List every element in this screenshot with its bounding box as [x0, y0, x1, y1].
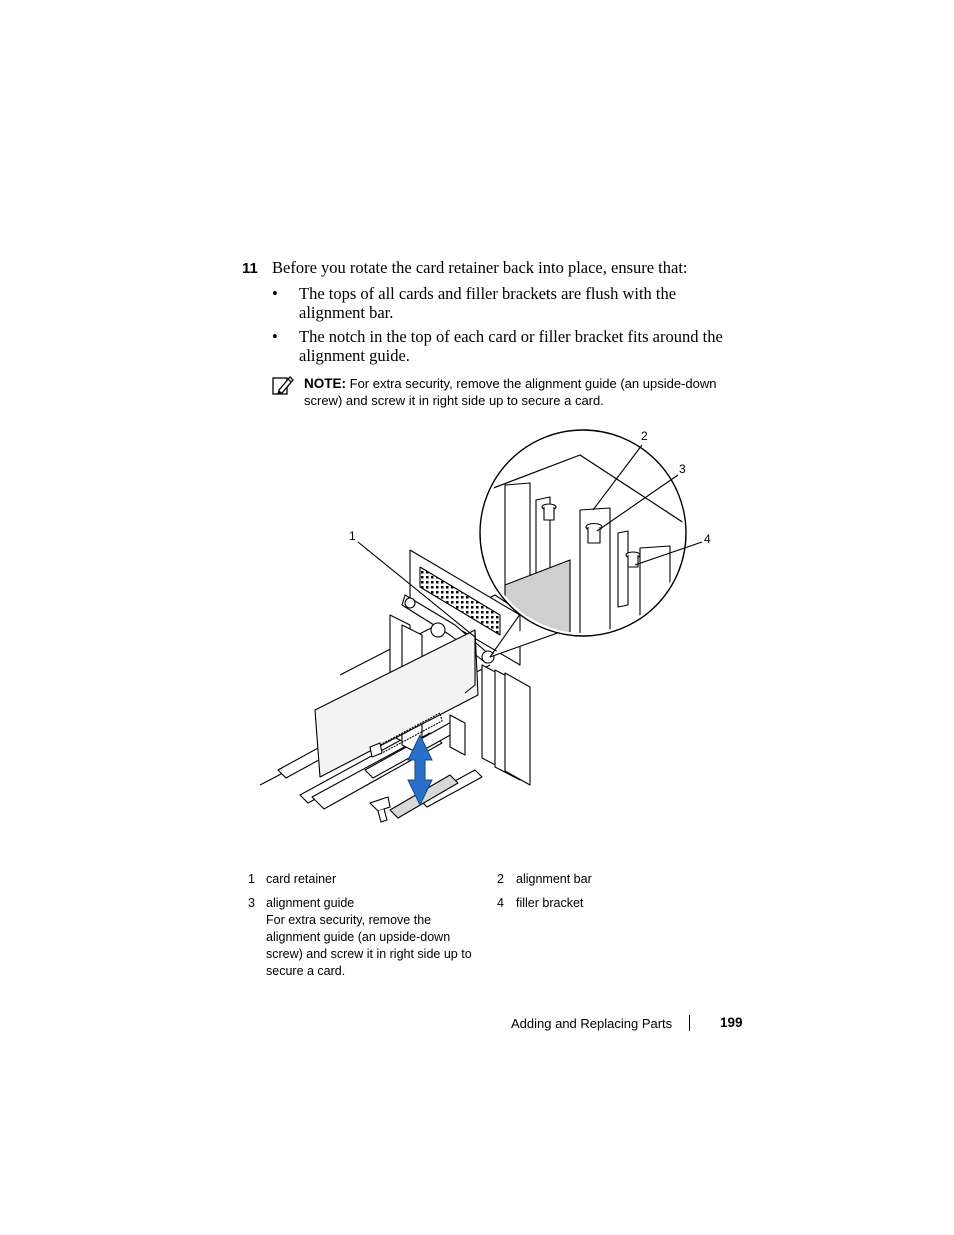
note-label: NOTE:	[304, 376, 346, 391]
note-block	[304, 375, 724, 409]
legend-number: 4	[497, 896, 504, 910]
step-text: Before you rotate the card retainer back into place, ensure that:	[272, 258, 688, 277]
pencil-note-icon	[272, 374, 294, 396]
footer-section-title: Adding and Replacing Parts	[511, 1016, 673, 1031]
legend-label-alignment-guide: alignment guide	[266, 896, 355, 910]
legend-label-card-retainer: card retainer	[266, 872, 337, 886]
bullet-text-flush: The tops of all cards and filler brackets are flush with the alignment bar.	[299, 284, 677, 322]
legend-label-filler-bracket: filler bracket	[516, 896, 584, 910]
legend-label-alignment-bar: alignment bar	[516, 872, 592, 886]
step-number: 11	[242, 260, 258, 277]
footer-divider	[689, 1015, 690, 1031]
legend-number: 3	[248, 896, 255, 910]
legend-number: 1	[248, 872, 255, 886]
note-text: For extra security, remove the alignment guide (an upside-down screw) and screw it in right side up to secure a card.	[304, 376, 717, 408]
card-retainer-illustration	[250, 425, 730, 840]
bullet-marker: •	[272, 284, 278, 303]
callout-4: 4	[704, 532, 711, 546]
callout-3: 3	[679, 462, 686, 476]
bullet-marker: •	[272, 327, 278, 346]
legend-detail-alignment-guide: For extra security, remove the alignment guide (an upside-down screw) and screw it in right side up to secure a card.	[266, 913, 472, 978]
legend-number: 2	[497, 872, 504, 886]
callout-1: 1	[349, 529, 356, 543]
page-number: 199	[720, 1015, 743, 1030]
card-installation-figure	[250, 425, 730, 840]
callout-2: 2	[641, 429, 648, 443]
bullet-text-notch: The notch in the top of each card or filler bracket fits around the alignment guide.	[299, 327, 723, 365]
